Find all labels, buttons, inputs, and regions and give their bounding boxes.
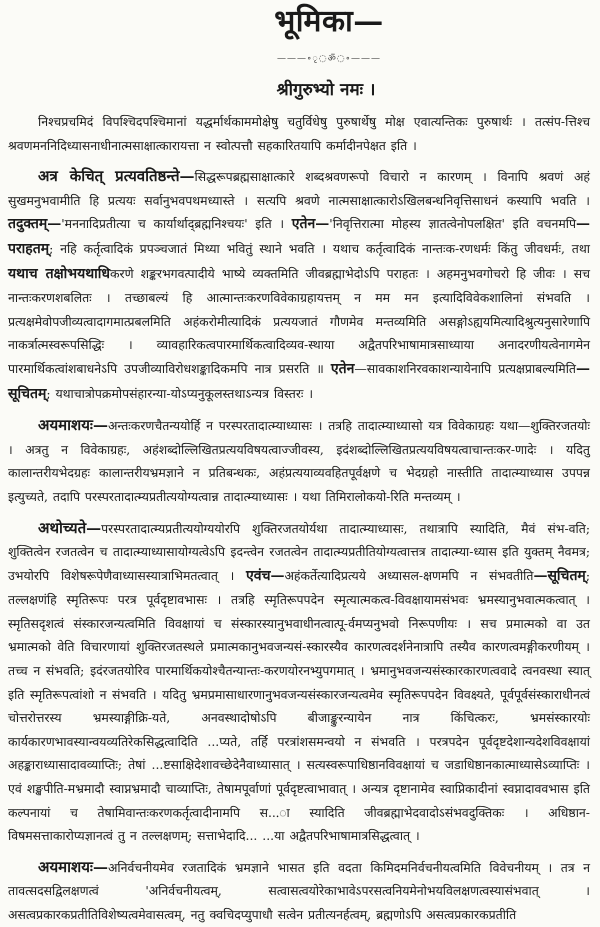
paragraph-text: ; नहि कर्तृत्वादिकं प्रपञ्चजातं मिथ्या भवितुं स्थाने भवति । यथाच कर्तृत्वादिकं नान्तःक-रणधर्मः किंतु जीवधर्मः, तथा (49, 240, 590, 256)
section-keyword: अयमाशयः— (38, 416, 108, 435)
inline-keyword: —सूचितम् (8, 360, 590, 402)
paragraph-rejoinder (8, 517, 590, 848)
paragraph-meaning-2 (8, 856, 590, 927)
paragraph-text: करणे शङ्करभगवत्पादीये भाष्ये व्यक्तमिति जीवब्रह्माभेदोऽपि पराहतः । अहमनुभवगोचरो हि जीवः । सच नान्तःकरणशबलितः । तच्छाबल्यं हि आत्मान्तःकरणविवेकाग्रहायत्तम् न मम मन इत्यादिविवेकशालिनां संभवति । प्रत्यक्षमेवोपजीव्यत्वादागमात्प्रबलमिति अहंकरोमीत्यादिकं प्रत्ययजातं गौणमेव मन्तव्यमिति असङ्गोऽह्ययमित्यादिश्रुत्यनुसारेणापि नाकर्त्रात्मस्वरूपसिद्धिः । व्यावहारिकत्वपारमार्थिकत्वादिव्यव-स्थाया अद्वैतपरिभाषामात्रसाध्याया अनादरणीयत्वेनागमेन पारमार्थिकत्वांशबाधनेऽपि उपजीव्याविरोधशङ्कादिकमपि नात्र प्रसरति ॥ (8, 265, 590, 376)
inline-keyword: एवंच— (246, 567, 285, 584)
section-keyword: अयमाशयः— (38, 857, 108, 876)
paragraph-text: 'मननादिप्रतीत्या च कार्यार्थाद्ब्रह्मनिश्चयः' इति । (61, 216, 292, 232)
inline-keyword: एतेन (330, 360, 355, 377)
inline-keyword: —सूचितम् (533, 567, 586, 584)
paragraph-text: ; यथाचात्रोपक्रमोपसंहारन्या-योऽप्यनुकूलस्तथाऽन्यत्र विस्तरः । (46, 385, 314, 401)
invocation-heading: श्रीगुरुभ्यो नमः । (276, 80, 376, 100)
paragraph-text: अनिर्वचनीयमेव रजतादिकं भ्रमज्ञाने भासत इति वदता किमिदमनिर्वचनीयत्वमिति विवेचनीयम् । तत्र न तावत्सदसद्विलक्षणत्वं 'अनिर्वचनीयत्वम्, सत्वासत्वयोरेकाभावेऽपरसत्वनियमेनोभयविलक्षणत्वस्यासंभवात् । असत्वप्रकारकप्रतीतिविशेष्यत्वमेवासत्वम्, नतु क्वचिदप्युपाधौ सत्वेन प्रतीत्यनर्हत्वम्, ब्रह्मणोऽपि असत्वप्रकारकप्रतीति (8, 859, 590, 922)
inline-keyword: एतेन— (291, 216, 330, 233)
paragraph-text: निश्चप्रचमिदं विपश्चिदपश्चिमानां यद्धर्मार्थकाममोक्षेषु चतुर्विधेषु पुरुषार्थेषु मोक्ष एवात्यन्तिकः पुरुषार्थः । तत्संप-त्तिश्च श्रवणमननिदिध्यासनाधीनात्मसाक्षात्कारायत्ता न स्वोत्पत्तौ सहकारितयापि कर्मादीनपेक्षत इति । (8, 114, 590, 153)
paragraph-intro (8, 110, 590, 157)
ornament-divider: ———∘◌ृ◌ॐ◌∘——— (276, 54, 382, 64)
paragraph-text: अहंकर्तेत्यादिप्रत्यये अध्यासल-क्षणमपि न संभवतीति (284, 567, 534, 583)
section-keyword: अथोच्यते— (38, 518, 102, 537)
paragraph-text: —सावकाशनिरवकाशन्यायेनापि प्रत्यक्षप्राबल्यमिति (354, 360, 576, 376)
inline-keyword: तदुक्तम्— (8, 216, 62, 233)
section-keyword: अत्र केचित् प्रत्यवतिष्ठन्ते— (38, 167, 195, 186)
paragraph-meaning-1 (8, 414, 590, 508)
inline-keyword: —पराहतम् (8, 216, 591, 257)
paragraph-text: अन्तःकरणचैतन्ययोर्हि न परस्परतादात्म्याध्यासः । तत्रहि तादात्म्याध्यासो यत्र विवेकाग्रहः यथा—शुक्तिरजतयोः । अत्रतु न विवेकाग्रहः, अहंशब्दोल्लिखितप्रत्ययविषयत्वाज्जीवस्य, इदंशब्दोल्लिखितप्रत्ययविषयत्वाचान्तःकर-णादेः । यदितु कालान्तरीयभेदग्रहः कालान्तरीयभ्रमज्ञाने न प्रतिबन्धकः, अहंप्रत्ययाव्यवहितपूर्वक्षणे च भेदग्रहो नास्तीति तादात्म्याध्यास उपपन्न इत्युच्यते, तदापि परस्परतादात्म्यप्रतीत्ययोग्यत्वान्न तादात्म्याध्यासः । यथा तिमिरालोकयो-रिति मन्तव्यम् । (8, 418, 590, 504)
paragraph-text: परस्परतादात्म्यप्रतीत्ययोग्ययोरपि शुक्तिरजतयोर्यथा तादात्म्याध्यासः, तथात्रापि स्यादिति, मैवं संभ-वति; शुक्तित्वेन रजतत्वेन च तादात्म्याध्यासायोग्यत्वेऽपि इदन्त्वेन रजतत्वेन तादात्म्यप्रतीतियोग्यत्वात्तत्र तादात्म्या-ध्यास इति युक्तम् नैवमत्र; उभयोरपि विशेषरूपेणैवाध्यासस्यात्राभिमतत्वात् । (8, 520, 590, 583)
paragraph-text: सिद्धरूपब्रह्मसाक्षात्कारे शब्दश्रवणरूपो विचारो न कारणम् । विनापि श्रवणं अहं सुखमनुभवामीति हि प्रत्ययः सर्वानुभवपथमध्यास्ते । सत्यपि श्रवणे नात्मसाक्षात्कारोऽखिलबन्धनिवृत्तिसाधनं कस्यापि भवति । (8, 169, 590, 208)
page-title: भूमिका— (274, 4, 384, 39)
paragraph-text: ; तल्लक्षणंहि स्मृतिरूपः परत्र पूर्वदृष्टावभासः । तत्रहि स्मृतिरूपपदेन स्मृत्यात्मकत्व-विवक्षायामसंभवः भ्रमस्यानुभवात्मकत्वात् । स्मृतिसदृशत्वं संस्कारजन्यत्वमिति विवक्षायां च संस्कारस्यानुभवाधीनत्वात्पू-र्वमप्यनुभवो निरूपणीयः । सच प्रमात्मको वा उत भ्रमात्मको वेति विचारणायां शुक्तिरजतस्थले प्रमात्मकानुभवजन्यसं-स्कारस्यैव कारणत्वदर्शनेनात्रापि तस्यैव कारणत्वमङ्गीकरणीयम् । तच्च न संभवति; इदंरजतयोरिव पारमार्थिकयोश्चैतन्यान्तः-करणयोरनभ्युपगमात् । भ्रमानुभवजन्यसंस्कारकारणत्ववादे त्वनवस्था स्यात् इति स्मृतिरूपत्वांशो न संभवति । यदितु भ्रमप्रमासाधारणानुभवजन्यसंस्कारजन्यत्वमेव स्मृतिरूपपदेन विवक्ष्यते, पूर्वपूर्वसंस्काराधीनत्वं चोत्तरोत्तरस्य भ्रमस्याङ्गीक्रि-यते, अनवस्थादोषोऽपि बीजाङ्कुरन्यायेन नात्र किंचित्करः, भ्रमसंस्कारयोः कार्यकारणभावस्यान्वयव्यतिरेकसिद्धत्वादिति ...प्यते, तर्हि परत्रांशसमन्वयो न संभवति । परत्रपदेन पूर्वदृष्टदेशान्यदेशविवक्षायां अहङ्काराध्यासादावव्याप्तिः; तेषां ...ष्टसाक्षिदेशावच्छेदेनैवाध्यासात् । सत्यस्वरूपाधिष्ठानविवक्षायां च जडाधिष्ठानकात्माध्यासेऽव्याप्तिः । एवं शङ्खपीति-मभ्रमादौ स्वाप्नभ्रमादौ चाव्याप्तिः, तेषामपूर्वाणां पूर्वदृष्टत्वाभावात् । अन्यत्र दृष्टानामेव स्वाप्निकादीनां स्वप्नादाववभास इति कल्पनायां च तेषामिवान्तःकरणकर्तृत्वादीनामपि स...ा स्यादिति जीवब्रह्माभेदवादोऽसंभवदुक्तिकः । अधिष्ठान-विषमसत्ताकारोप्यज्ञानत्वं तु न तल्लक्षणम्; सत्ताभेदादि... ...या अद्वैतपरिभाषामात्रसिद्धत्वात् । (8, 567, 590, 844)
inline-keyword: यथाच तक्षोभयथाधि (8, 265, 111, 282)
paragraph-text: 'निवृत्तिरात्मा मोहस्य ज्ञातत्वेनोपलक्षित' इति वचनमपि (329, 216, 577, 232)
paragraph-objection (8, 165, 590, 406)
